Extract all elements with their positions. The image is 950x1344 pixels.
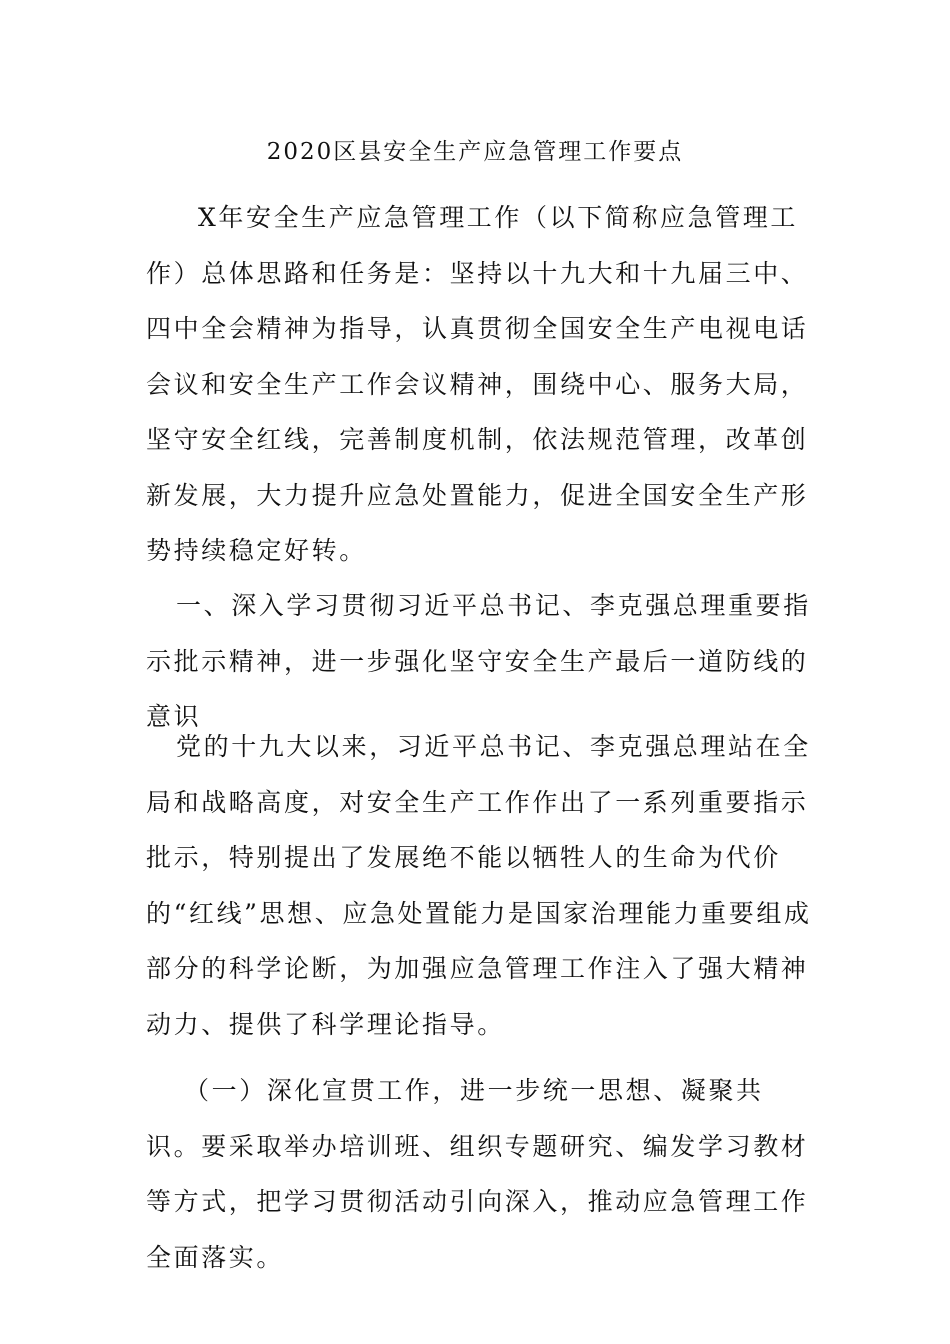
section-body-paragraph: 党的十九大以来，习近平总书记、李克强总理站在全局和战略高度，对安全生产工作作出了一系列重要指示批示，特别提出了发展绝不能以牺牲人的生命为代价的“红线”思想、应急处置能力是国家治理能力重要组成部分的科学论断，为加强应急管理工作注入了强大精神动力、提供了科学理论指导。	[146, 732, 812, 1039]
document-title: 2020区县安全生产应急管理工作要点	[266, 139, 684, 165]
subsection-paragraph: （一）深化宣贯工作，进一步统一思想、凝聚共识。要采取举办培训班、组织专题研究、编发学习教材等方式，把学习贯彻活动引向深入，推动应急管理工作全面落实。	[146, 1076, 809, 1272]
section-heading: 一、深入学习贯彻习近平总书记、李克强总理重要指示批示精神，进一步强化坚守安全生产最后一道防线的意识	[146, 591, 811, 731]
intro-paragraph: X年安全生产应急管理工作（以下简称应急管理工作）总体思路和任务是：坚持以十九大和十九届三中、四中全会精神为指导，认真贯彻全国安全生产电视电话会议和安全生产工作会议精神，围绕中心、服务大局，坚守安全红线，完善制度机制，依法规范管理，改革创新发展，大力提升应急处置能力，促进全国安全生产形势持续稳定好转。	[146, 203, 809, 565]
